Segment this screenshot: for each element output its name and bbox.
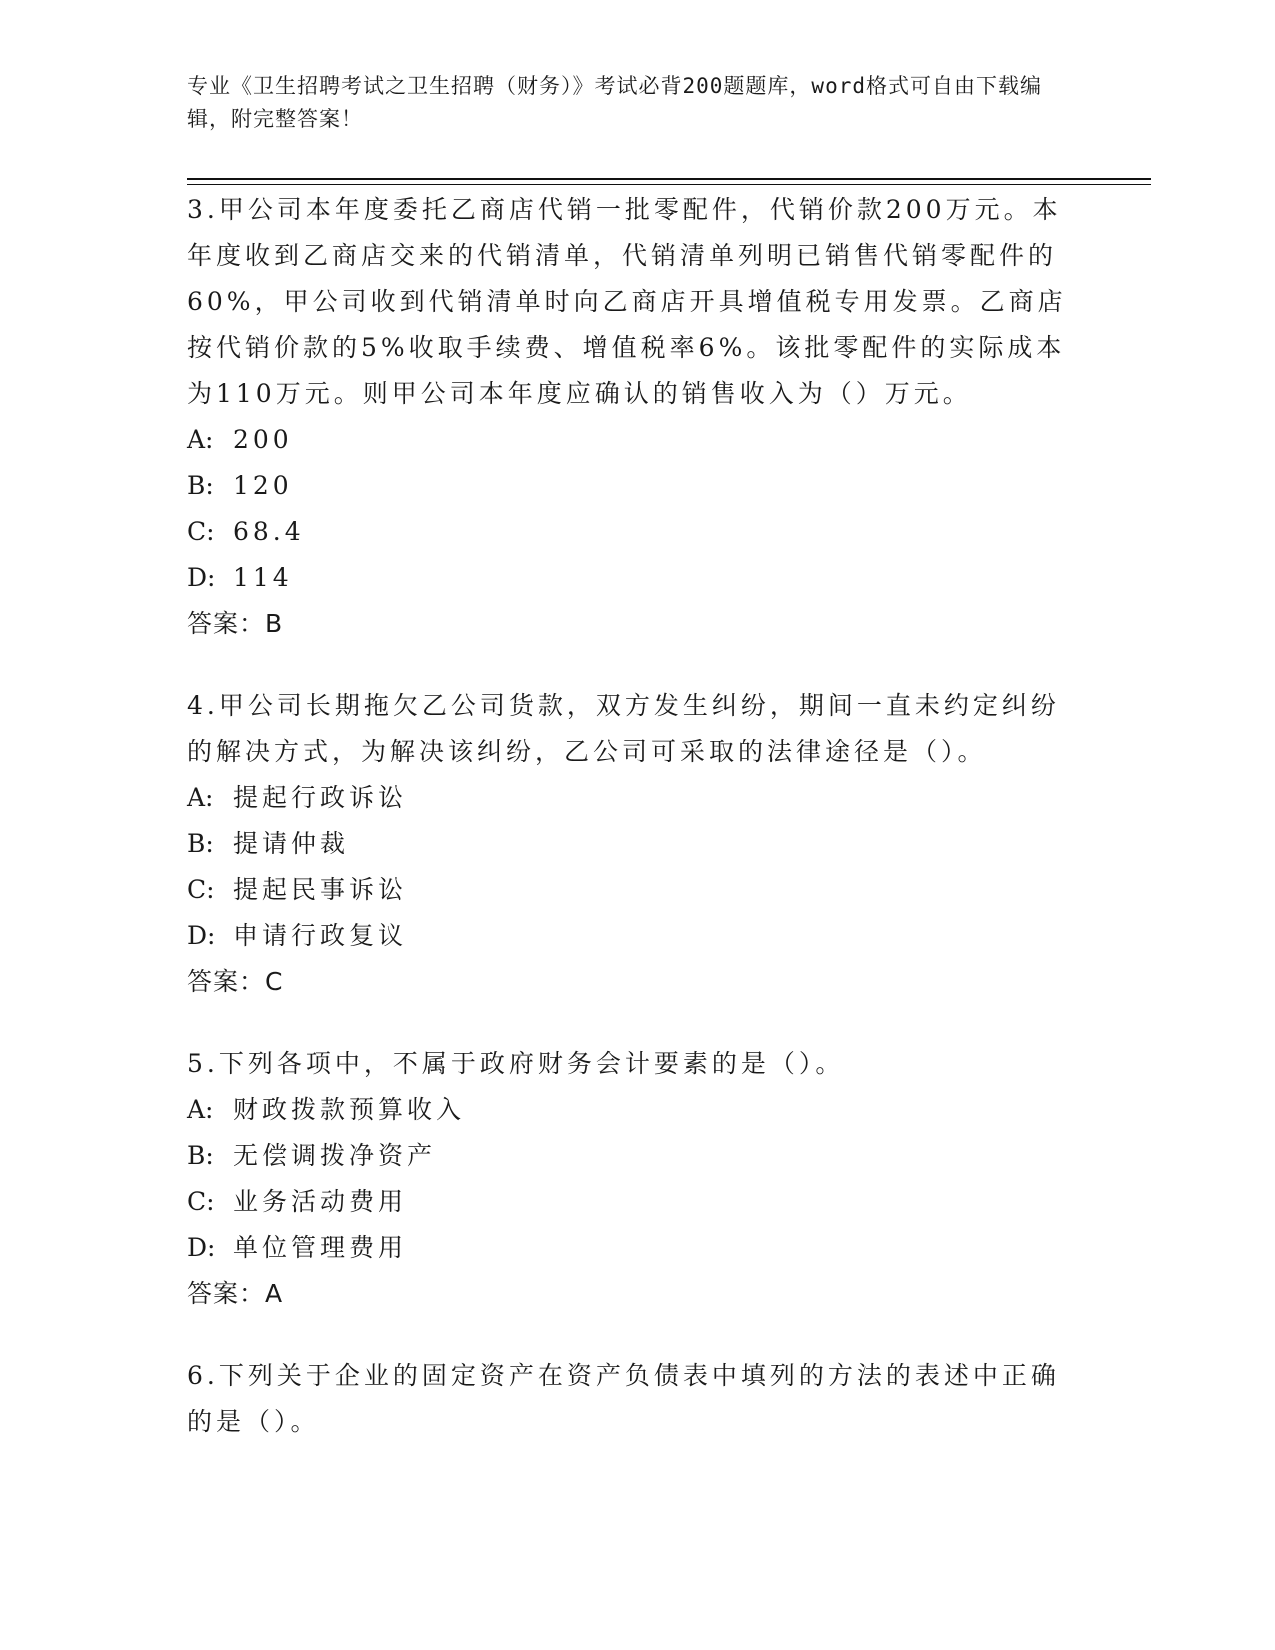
option-text: 114 bbox=[233, 563, 293, 592]
option-letter: C: bbox=[187, 517, 215, 546]
question-list bbox=[187, 187, 1067, 1481]
option-text: 提请仲裁 bbox=[233, 829, 350, 858]
option-letter: D: bbox=[187, 563, 216, 592]
question-3 bbox=[187, 187, 1067, 647]
option-a bbox=[187, 417, 1067, 463]
option-letter: A: bbox=[187, 783, 214, 812]
option-text: 申请行政复议 bbox=[233, 921, 408, 950]
option-letter: C: bbox=[187, 875, 215, 904]
header-divider-thick bbox=[187, 178, 1151, 180]
option-b bbox=[187, 463, 1067, 509]
option-a bbox=[187, 775, 1067, 821]
option-c bbox=[187, 509, 1067, 555]
option-text: 业务活动费用 bbox=[233, 1187, 408, 1216]
question-stem: 3.甲公司本年度委托乙商店代销一批零配件，代销价款200万元。本年度收到乙商店交来的代销清单，代销清单列明已销售代销零配件的60%，甲公司收到代销清单时向乙商店开具增值税专用发票。乙商店按代销价款的5%收取手续费、增值税率6%。该批零配件的实际成本为110万元。则甲公司本年度应确认的销售收入为（）万元。 bbox=[187, 195, 1067, 408]
option-text: 财政拨款预算收入 bbox=[233, 1095, 466, 1124]
answer-line: 答案：B bbox=[187, 609, 284, 638]
option-b bbox=[187, 821, 1067, 867]
answer-line: 答案：C bbox=[187, 967, 284, 996]
option-letter: A: bbox=[187, 425, 214, 454]
question-5 bbox=[187, 1041, 1067, 1317]
option-text: 提起行政诉讼 bbox=[233, 783, 408, 812]
question-4 bbox=[187, 683, 1067, 1005]
option-d bbox=[187, 1225, 1067, 1271]
option-letter: B: bbox=[187, 1141, 214, 1170]
option-b bbox=[187, 1133, 1067, 1179]
option-d bbox=[187, 555, 1067, 601]
option-text: 单位管理费用 bbox=[233, 1233, 408, 1262]
option-c bbox=[187, 1179, 1067, 1225]
option-d bbox=[187, 913, 1067, 959]
question-stem: 5.下列各项中，不属于政府财务会计要素的是（）。 bbox=[187, 1049, 845, 1078]
document-header: 专业《卫生招聘考试之卫生招聘（财务）》考试必背200题题库，word格式可自由下载编辑，附完整答案！ bbox=[187, 74, 1042, 131]
question-stem: 4.甲公司长期拖欠乙公司货款，双方发生纠纷，期间一直未约定纠纷的解决方式，为解决该纠纷，乙公司可采取的法律途径是（）。 bbox=[187, 691, 1060, 766]
option-letter: B: bbox=[187, 471, 214, 500]
option-text: 200 bbox=[233, 425, 293, 454]
option-text: 68.4 bbox=[233, 517, 305, 546]
option-letter: D: bbox=[187, 1233, 216, 1262]
option-text: 120 bbox=[233, 471, 293, 500]
option-text: 无偿调拨净资产 bbox=[233, 1141, 437, 1170]
option-c bbox=[187, 867, 1067, 913]
option-letter: A: bbox=[187, 1095, 214, 1124]
option-a bbox=[187, 1087, 1067, 1133]
option-letter: C: bbox=[187, 1187, 215, 1216]
option-text: 提起民事诉讼 bbox=[233, 875, 408, 904]
answer-line: 答案：A bbox=[187, 1279, 284, 1308]
question-6 bbox=[187, 1353, 1067, 1445]
option-letter: D: bbox=[187, 921, 216, 950]
question-stem: 6.下列关于企业的固定资产在资产负债表中填列的方法的表述中正确的是（）。 bbox=[187, 1361, 1060, 1436]
header-divider-thin bbox=[187, 184, 1151, 185]
option-letter: B: bbox=[187, 829, 214, 858]
